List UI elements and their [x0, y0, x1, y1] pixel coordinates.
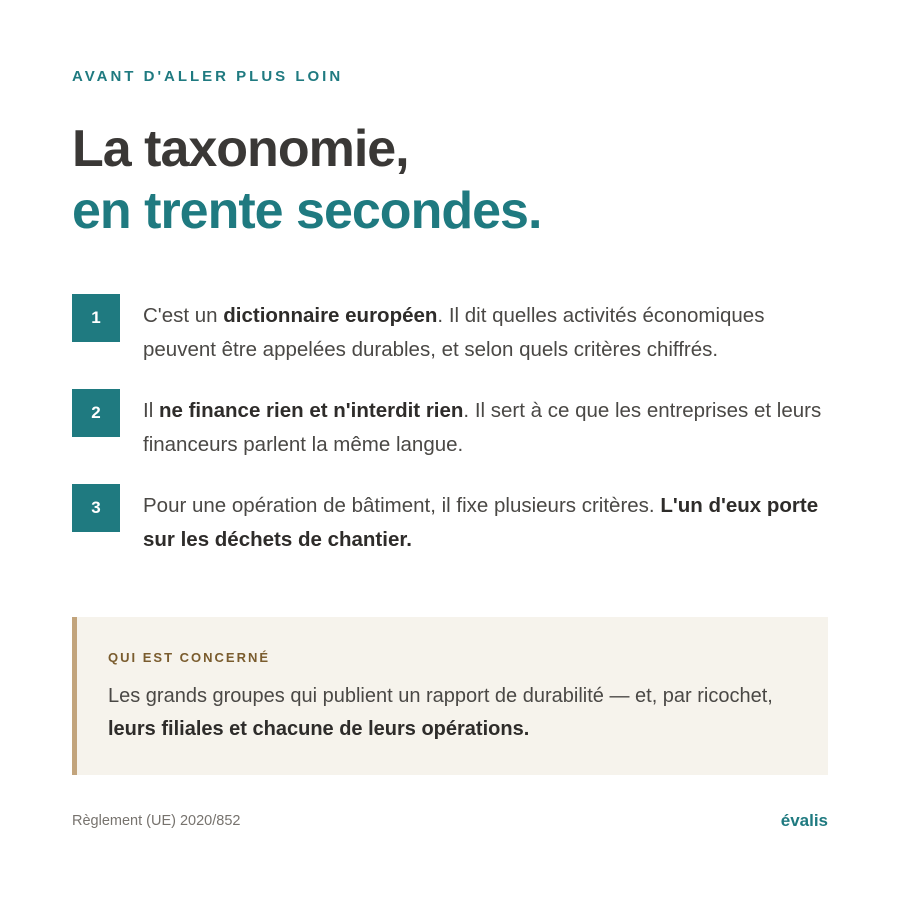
numbered-list — [72, 294, 828, 579]
title-line-1: La taxonomie, — [72, 120, 409, 178]
highlight-text: leurs filiales et chacune de leurs opérations. — [108, 718, 530, 740]
list-item — [72, 389, 828, 484]
highlight-text: dictionnaire européen — [223, 304, 438, 327]
number-badge: 3 — [72, 484, 120, 532]
regulation-reference: Règlement (UE) 2020/852 — [72, 813, 241, 829]
highlight-text: ne finance rien et n'interdit rien — [158, 399, 464, 422]
highlight-text: L'un d'eux porte sur les déchets de chantier. — [143, 494, 819, 551]
eyebrow-label: AVANT D'ALLER PLUS LOIN — [72, 68, 344, 85]
callout-label: QUI EST CONCERNÉ — [108, 650, 271, 665]
page-title — [72, 118, 541, 242]
callout-box — [72, 617, 828, 775]
title-line-2: en trente secondes. — [72, 182, 542, 240]
page — [72, 0, 828, 900]
list-item-text: Il ne finance rien et n'interdit rien. Il sert à ce que les entreprises et leurs financeurs parlent la même langue. — [143, 399, 822, 456]
list-item-text: C'est un dictionnaire européen. Il dit quelles activités économiques peuvent être appelées durables, et selon quels critères chiffrés. — [143, 304, 765, 361]
brand-logo: évalis — [780, 811, 828, 830]
number-badge: 2 — [72, 389, 120, 437]
number-badge: 1 — [72, 294, 120, 342]
list-item — [72, 484, 828, 579]
list-item — [72, 294, 828, 389]
callout-text: Les grands groupes qui publient un rapport de durabilité — et, par ricochet, leurs filiales et chacune de leurs opérations. — [108, 685, 773, 740]
list-item-text: Pour une opération de bâtiment, il fixe plusieurs critères. L'un d'eux porte sur les déchets de chantier. — [143, 494, 819, 551]
